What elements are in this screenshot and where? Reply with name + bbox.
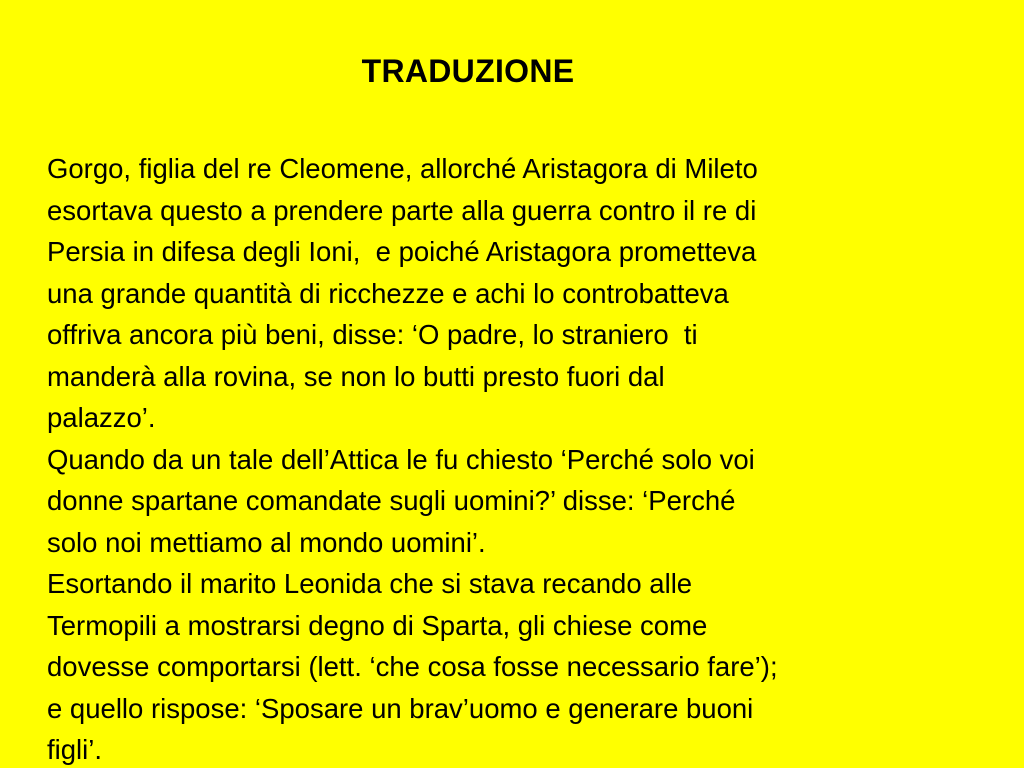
text-line: Quando da un tale dell’Attica le fu chiesto ‘Perché solo voi [47,443,755,475]
text-line: e quello rispose: ‘Sposare un brav’uomo e generare buoni [47,692,754,724]
text-line: donne spartane comandate sugli uomini?’ disse: ‘Perché [47,485,736,516]
text-line: esortava questo a prendere parte alla guerra contro il re di [47,194,757,226]
text-line: figli’. [47,734,103,765]
text-line: Persia in difesa degli Ioni, e poiché Aristagora prometteva [47,236,757,267]
text-line: manderà alla rovina, se non lo butti presto fuori dal [47,360,665,392]
text-line: solo noi mettiamo al mondo uomini’. [47,526,486,558]
text-line: Esortando il marito Leonida che si stava recando alle [47,568,693,599]
slide-title: TRADUZIONE [361,53,575,89]
text-line: offriva ancora più beni, disse: ‘O padre, lo straniero ti [47,319,698,350]
text-line: Gorgo, figlia del re Cleomene, allorché Aristagora di Mileto [47,153,758,184]
text-line: Termopili a mostrarsi degno di Sparta, gli chiese come [47,609,708,641]
text-line: palazzo’. [47,402,156,433]
translation-text [47,148,987,768]
text-line: una grande quantità di ricchezze e achi lo controbatteva [47,277,729,309]
text-line: dovesse comportarsi (lett. ‘che cosa fosse necessario fare’); [47,651,778,682]
